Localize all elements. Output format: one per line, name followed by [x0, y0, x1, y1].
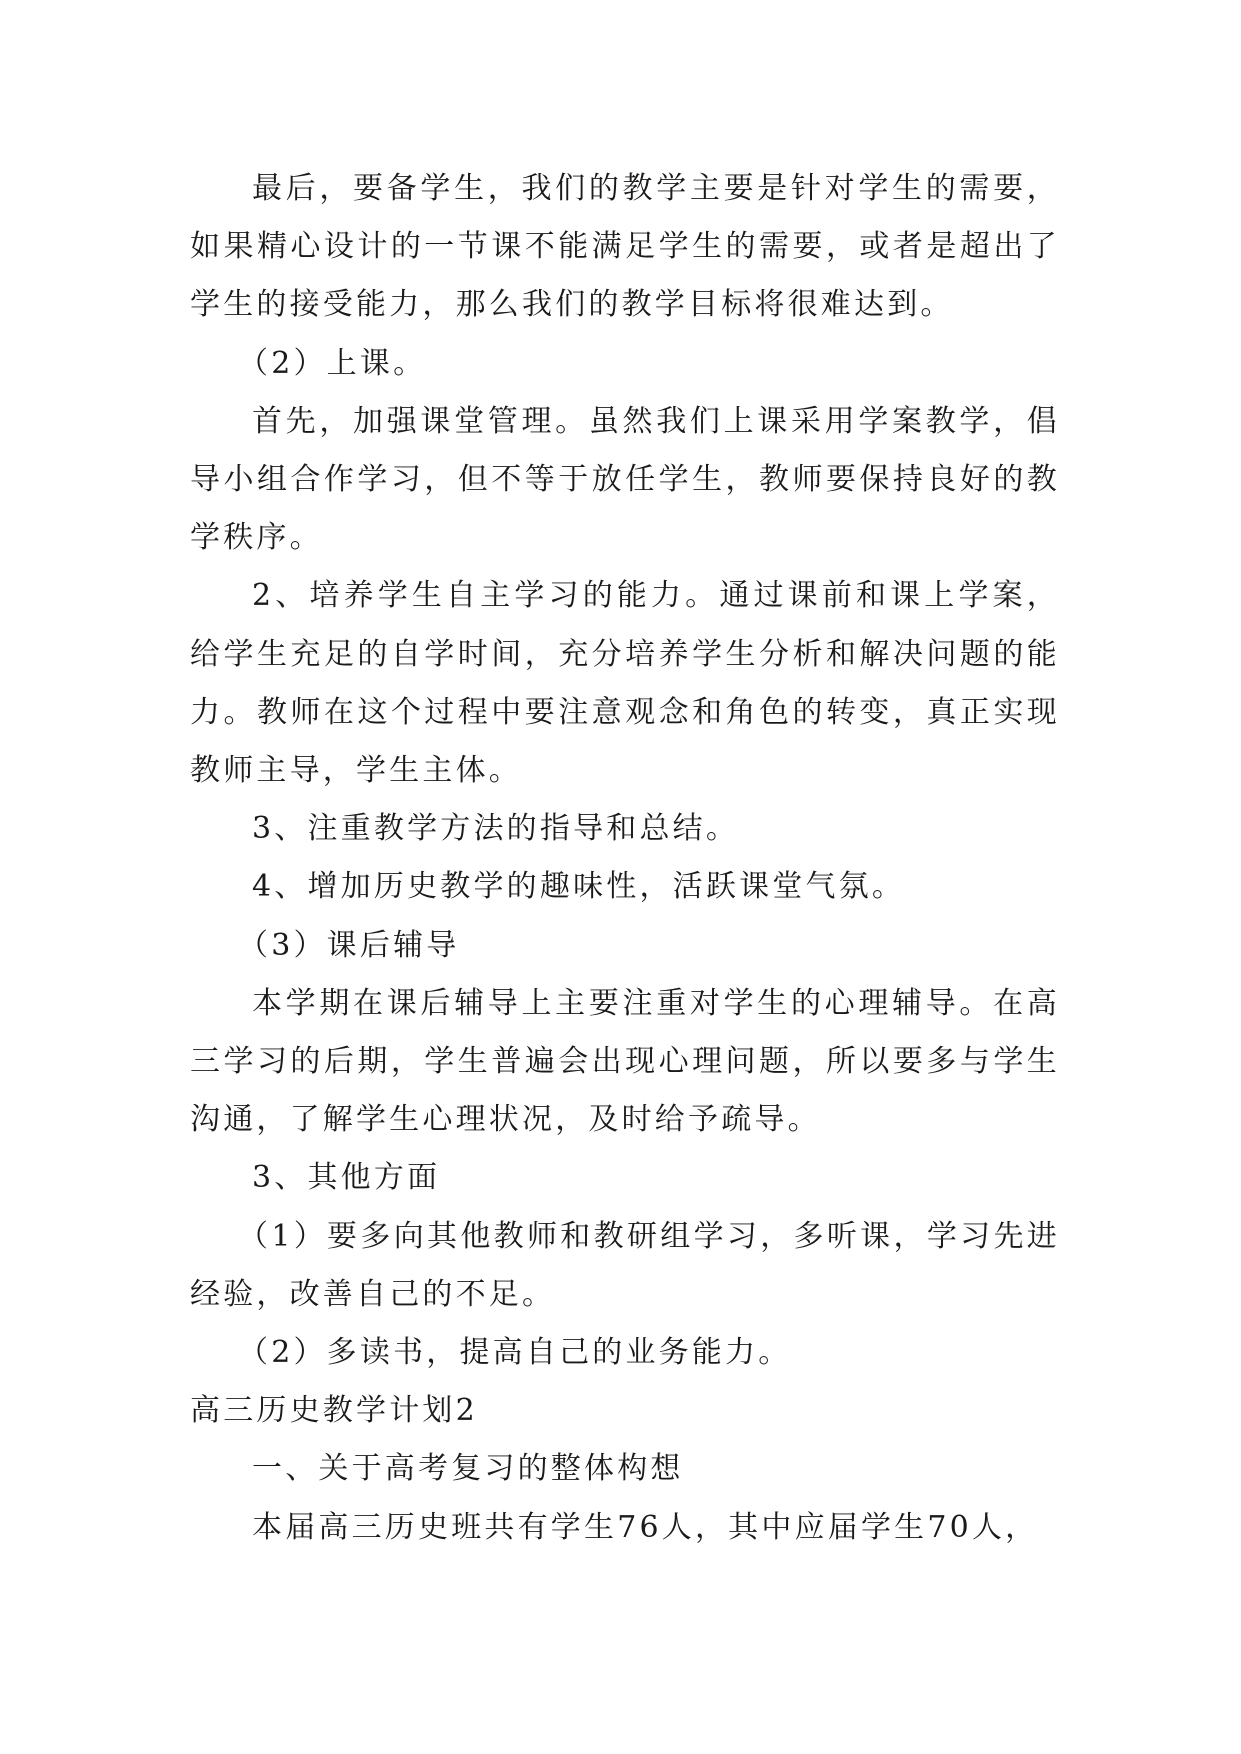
paragraph-self-learning: 2、培养学生自主学习的能力。通过课前和课上学案，给学生充足的自学时间，充分培养学生分析和解决问题的能力。教师在这个过程中要注意观念和角色的转变，真正实现教师主导，学生主体。	[190, 578, 1060, 789]
heading-other-aspects: 3、其他方面	[252, 1160, 441, 1196]
document-body	[190, 160, 1060, 1557]
paragraph-learn-from-others: （1）要多向其他教师和教研组学习，多听课，学习先进经验，改善自己的不足。	[190, 1218, 1060, 1312]
section-title-plan-2: 高三历史教学计划2	[190, 1393, 478, 1429]
paragraph-read-more: （2）多读书，提高自己的业务能力。	[238, 1335, 792, 1371]
heading-class-teaching: （2）上课。	[238, 345, 427, 381]
heading-after-class: （3）课后辅导	[238, 927, 460, 963]
paragraph-class-size: 本届高三历史班共有学生76人，其中应届学生70人，	[252, 1509, 1039, 1545]
heading-overall-plan: 一、关于高考复习的整体构想	[252, 1451, 684, 1487]
paragraph-teaching-methods: 3、注重教学方法的指导和总结。	[252, 811, 740, 847]
paragraph-psychological-guidance: 本学期在课后辅导上主要注重对学生的心理辅导。在高三学习的后期，学生普遍会出现心理问题，所以要多与学生沟通，了解学生心理状况，及时给予疏导。	[190, 985, 1060, 1138]
paragraph-interest: 4、增加历史教学的趣味性，活跃课堂气氛。	[252, 869, 906, 905]
paragraph-classroom-management: 首先，加强课堂管理。虽然我们上课采用学案教学，倡导小组合作学习，但不等于放任学生，教师要保持良好的教学秩序。	[190, 403, 1060, 556]
paragraph-prepare-students: 最后，要备学生，我们的教学主要是针对学生的需要，如果精心设计的一节课不能满足学生的需要，或者是超出了学生的接受能力，那么我们的教学目标将很难达到。	[190, 171, 1060, 323]
